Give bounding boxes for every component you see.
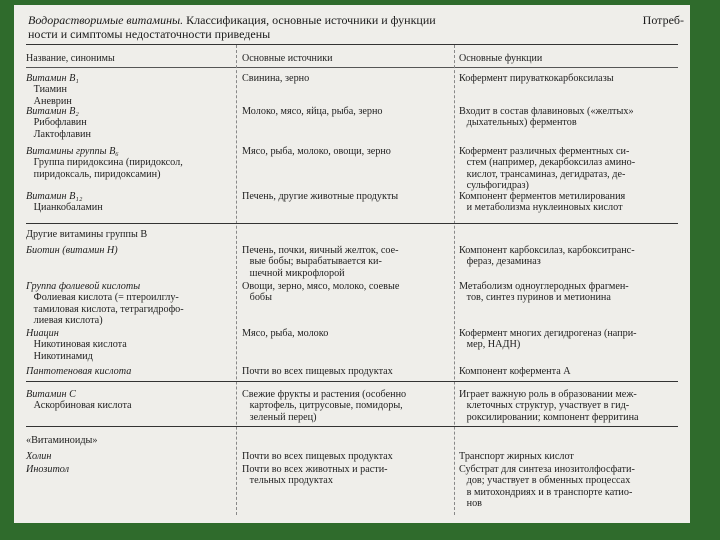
cell-function: и метаболизма нуклеиновых кислот <box>459 202 623 214</box>
cell-source: Почти во всех пищевых продуктах <box>242 451 393 462</box>
cell-function: роксилировании; компонент ферритина <box>459 411 639 423</box>
cell-function: в митохондриях и в транспорте катио- <box>459 486 633 498</box>
cell-name: Группа пиридоксина (пиридоксол, <box>26 157 183 169</box>
cell-function: сульфогидраз) <box>459 180 529 192</box>
cell-function: клеточных структур, участвует в гид- <box>459 400 630 412</box>
title-italic: Водорастворимые витамины. <box>28 13 184 27</box>
cell-source: картофель, цитрусовые, помидоры, <box>242 400 403 412</box>
cell-name: Тиамин <box>26 84 67 96</box>
section-rule <box>26 223 678 224</box>
cell-name: Витамины группы B₆ <box>26 146 119 157</box>
column-divider <box>454 45 455 515</box>
cell-name: «Витаминоиды» <box>26 435 98 446</box>
cell-source: шечной микрофлорой <box>242 267 345 279</box>
cell-name: Витамин B₁₂ <box>26 191 83 202</box>
cell-source: зеленый перец) <box>242 411 317 423</box>
cell-name: Цианкобаламин <box>26 202 103 214</box>
cell-name: Другие витамины группы B <box>26 229 148 240</box>
cell-source: Овощи, зерно, мясо, молоко, соевые <box>242 281 400 292</box>
cell-source: бобы <box>242 292 272 304</box>
cell-name: Холин <box>26 451 52 462</box>
cell-name: Витамин C <box>26 389 76 400</box>
cell-function: Играет важную роль в образовании меж- <box>459 389 637 400</box>
cell-function: Входит в состав флавиновых («желтых» <box>459 106 634 117</box>
cell-function: Кофермент многих дегидрогеназ (напри- <box>459 328 637 339</box>
cell-source: Мясо, рыба, молоко, овощи, зерно <box>242 146 391 157</box>
cell-function: Метаболизм одноуглеродных фрагмен- <box>459 281 629 292</box>
cell-name: Витамин B₁ <box>26 73 79 84</box>
cell-function: Кофермент различных ферментных си- <box>459 146 630 157</box>
cell-source: Молоко, мясо, яйца, рыба, зерно <box>242 106 383 117</box>
cell-function: Кофермент пируваткокарбоксилазы <box>459 73 614 84</box>
cell-name: Группа фолиевой кислоты <box>26 281 141 292</box>
cell-function: кислот, трансаминаз, дегидратаз, де- <box>459 168 626 180</box>
cell-name: Никотиновая кислота <box>26 339 127 351</box>
column-divider <box>236 45 237 515</box>
cell-function: мер, НАДН) <box>459 339 521 351</box>
cell-source: Мясо, рыба, молоко <box>242 328 329 339</box>
title-rest: Классификация, основные источники и функции <box>183 13 436 27</box>
cell-function: нов <box>459 498 482 510</box>
cell-name: Лактофлавин <box>26 128 91 140</box>
cell-function: Компонент кофермента А <box>459 366 571 377</box>
header-col2: Основные источники <box>242 53 333 64</box>
cell-source: Почти во всех животных и расти- <box>242 464 388 475</box>
top-rule <box>26 44 678 45</box>
cell-name: Фолиевая кислота (= птероилглу- <box>26 292 179 304</box>
cell-function: фераз, дезаминаз <box>459 256 541 268</box>
cell-function: Компонент карбоксилаз, карбокситранс- <box>459 245 635 256</box>
cell-source: Почти во всех пищевых продуктах <box>242 366 393 377</box>
cell-name: Инозитол <box>26 464 70 475</box>
header-col1: Название, синонимы <box>26 53 115 64</box>
cell-function: Компонент ферментов метилирования <box>459 191 626 202</box>
cell-function: Транспорт жирных кислот <box>459 451 574 462</box>
cell-name: пиридоксаль, пиридоксамин) <box>26 168 161 180</box>
title-right: Потреб- <box>642 13 684 27</box>
cell-name: тамиловая кислота, тетрагидрофо- <box>26 303 184 315</box>
cell-source: Свежие фрукты и растения (особенно <box>242 389 407 400</box>
cell-source: Свинина, зерно <box>242 73 310 84</box>
cell-name: Ниацин <box>26 328 59 339</box>
document-page <box>14 5 690 523</box>
section-rule <box>26 381 678 382</box>
cell-source: Печень, почки, яичный желток, сое- <box>242 245 399 256</box>
cell-name: Рибофлавин <box>26 117 87 129</box>
cell-name: Аневрин <box>26 95 72 107</box>
header-col3: Основные функции <box>459 53 543 64</box>
table-title <box>28 13 678 41</box>
cell-name: Биотин (витамин H) <box>26 245 118 256</box>
cell-function: Субстрат для синтеза инозитолфосфати- <box>459 464 635 475</box>
header-rule <box>26 67 678 68</box>
cell-source: тельных продуктах <box>242 475 333 487</box>
cell-name: лиевая кислота) <box>26 315 103 327</box>
cell-function: стем (например, декарбоксилаз амино- <box>459 157 636 169</box>
cell-name: Аскорбиновая кислота <box>26 400 132 412</box>
cell-source: Печень, другие животные продукты <box>242 191 399 202</box>
cell-function: дов; участвует в обменных процессах <box>459 475 631 487</box>
cell-function: тов, синтез пуринов и метионина <box>459 292 611 304</box>
section-rule <box>26 426 678 427</box>
cell-source: вые бобы; вырабатывается ки- <box>242 256 382 268</box>
cell-function: дыхательных) ферментов <box>459 117 577 129</box>
cell-name: Никотинамид <box>26 350 93 362</box>
cell-name: Пантотеновая кислота <box>26 366 132 377</box>
title-line2: ности и симптомы недостаточности приведены <box>28 27 271 41</box>
cell-name: Витамин B₂ <box>26 106 79 117</box>
